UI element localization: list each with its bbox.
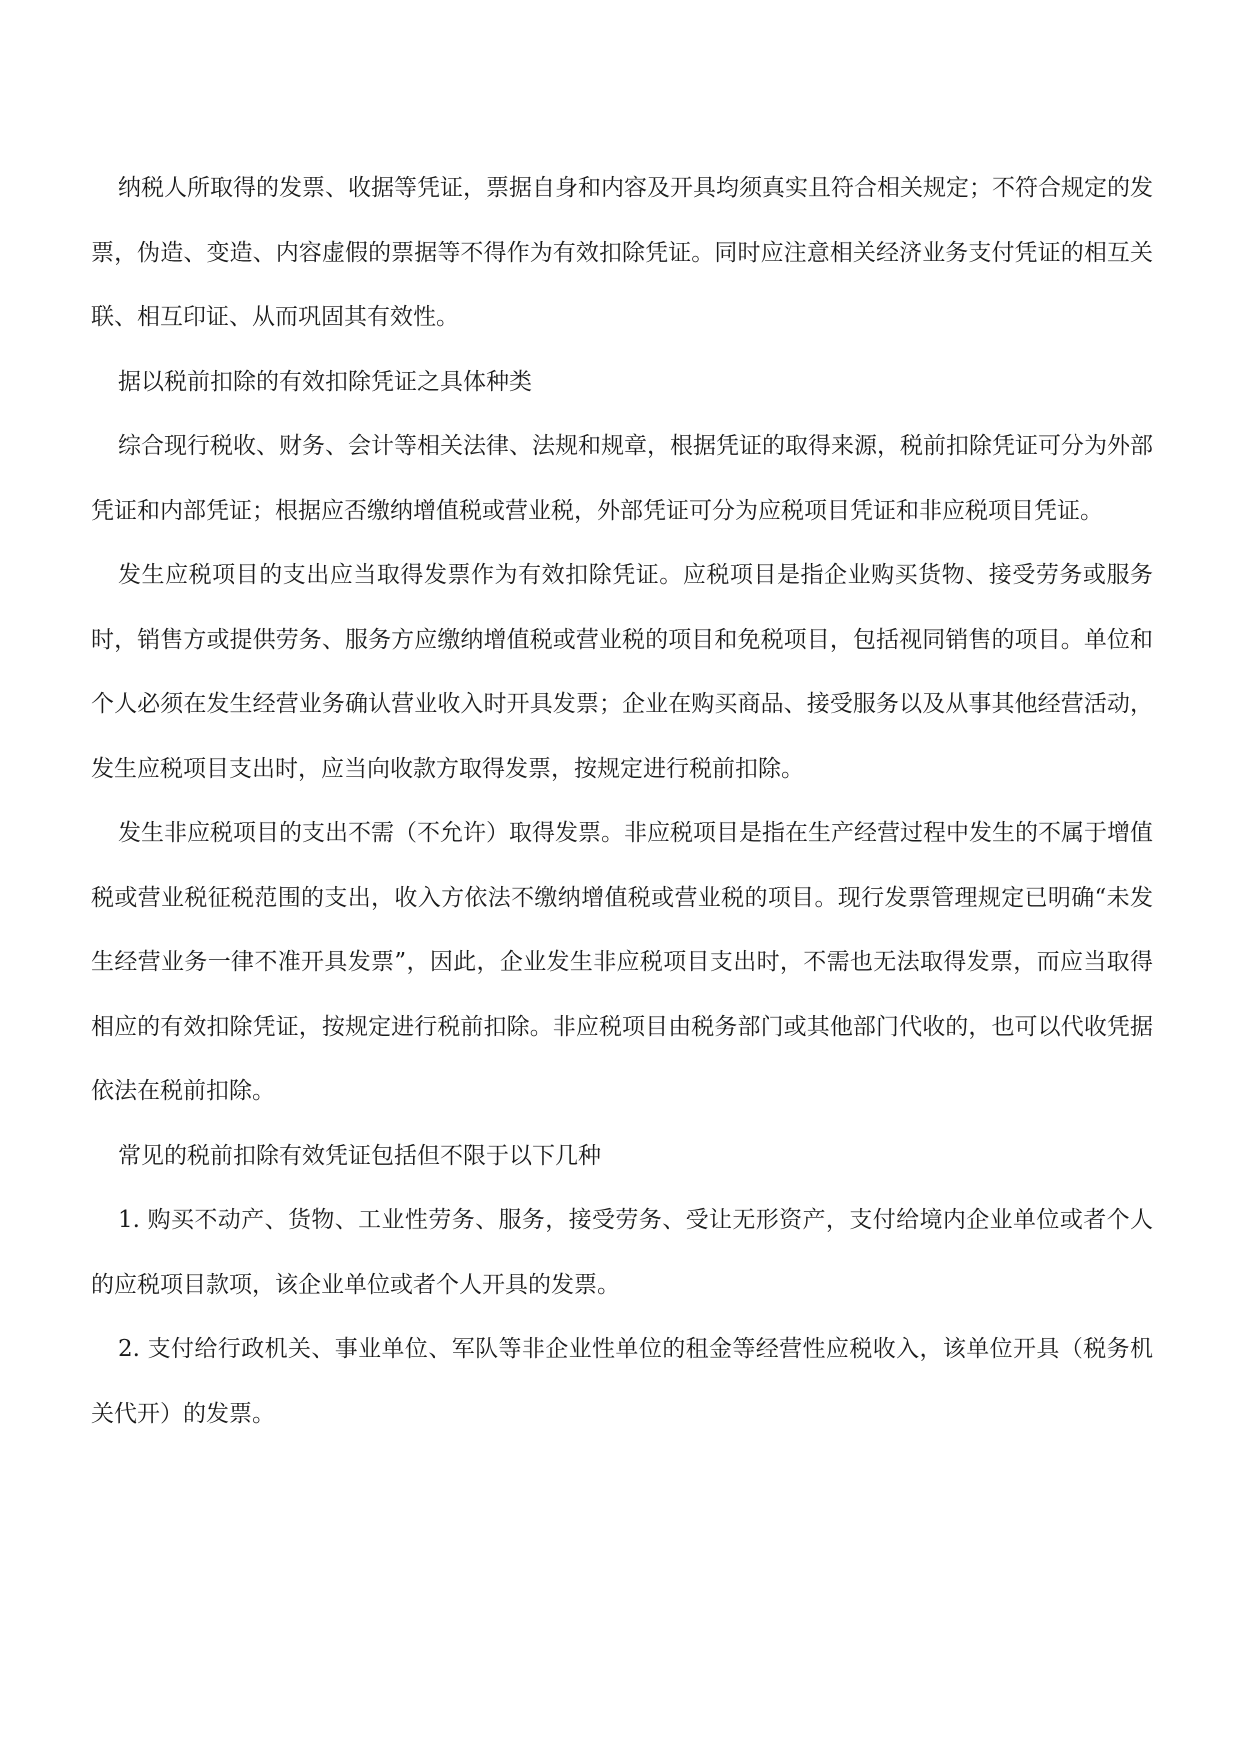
paragraph-taxable-items: 发生应税项目的支出应当取得发票作为有效扣除凭证。应税项目是指企业购买货物、接受劳务或服务时，销售方或提供劳务、服务方应缴纳增值税或营业税的项目和免税项目，包括视同销售的项目。单位和个人必须在发生经营业务确认营业收入时开具发票；企业在购买商品、接受服务以及从事其他经营活动，发生应税项目支出时，应当向收款方取得发票，按规定进行税前扣除。 — [91, 562, 1153, 782]
paragraph-voucher-classification: 综合现行税收、财务、会计等相关法律、法规和规章，根据凭证的取得来源，税前扣除凭证可分为外部凭证和内部凭证；根据应否缴纳增值税或营业税，外部凭证可分为应税项目凭证和非应税项目凭证。 — [91, 433, 1153, 524]
document-body — [91, 156, 1153, 1446]
paragraph-invoice-authenticity: 纳税人所取得的发票、收据等凭证，票据自身和内容及开具均须真实且符合相关规定；不符合规定的发票，伪造、变造、内容虚假的票据等不得作为有效扣除凭证。同时应注意相关经济业务支付凭证的相互关联、相互印证、从而巩固其有效性。 — [91, 175, 1153, 330]
list-item-2: 2. 支付给行政机关、事业单位、军队等非企业性单位的租金等经营性应税收入，该单位开具（税务机关代开）的发票。 — [91, 1336, 1153, 1427]
paragraph-heading-voucher-types: 据以税前扣除的有效扣除凭证之具体种类 — [118, 368, 532, 395]
paragraph-heading-common-vouchers: 常见的税前扣除有效凭证包括但不限于以下几种 — [118, 1142, 601, 1169]
list-item-1: 1. 购买不动产、货物、工业性劳务、服务，接受劳务、受让无形资产，支付给境内企业单位或者个人的应税项目款项，该企业单位或者个人开具的发票。 — [91, 1207, 1153, 1298]
paragraph-non-taxable-items: 发生非应税项目的支出不需（不允许）取得发票。非应税项目是指在生产经营过程中发生的不属于增值税或营业税征税范围的支出，收入方依法不缴纳增值税或营业税的项目。现行发票管理规定已明确“未发生经营业务一律不准开具发票”，因此，企业发生非应税项目支出时，不需也无法取得发票，而应当取得相应的有效扣除凭证，按规定进行税前扣除。非应税项目由税务部门或其他部门代收的，也可以代收凭据依法在税前扣除。 — [91, 820, 1153, 1104]
